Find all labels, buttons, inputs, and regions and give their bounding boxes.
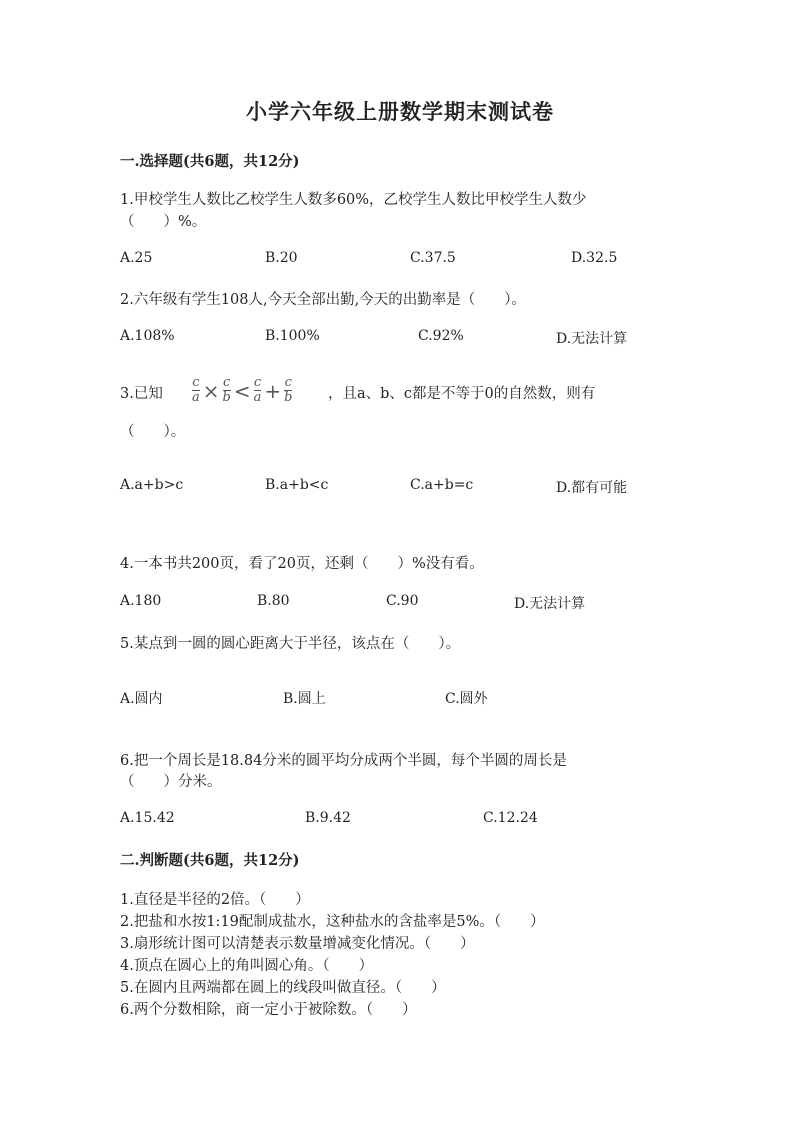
section-heading-choice: 一.选择题(共6题，共12分) [120,153,300,170]
question-3-formula [192,376,292,405]
question-3-option-d: D.都有可能 [556,480,628,496]
question-1-option-b: B.20 [265,250,298,266]
question-5-option-b: B.圆上 [283,691,326,707]
question-2-text: 2.六年级有学生108人,今天全部出勤,今天的出勤率是（ ）。 [120,292,526,308]
question-6-blank: （ ）分米。 [120,774,222,790]
question-3-option-a: A.a+b>c [120,477,184,493]
question-3-option-b: B.a+b<c [265,477,329,493]
question-6-option-a: A.15.42 [120,810,175,826]
question-3-blank: （ ）。 [120,424,186,440]
question-6-text: 6.把一个周长是18.84分米的圆平均分成两个半圆，每个半圆的周长是 [120,753,567,769]
times-operator: × [202,378,220,403]
question-3-prefix: 3.已知 [120,386,163,402]
question-2-option-b: B.100% [265,328,320,344]
question-5-option-a: A.圆内 [120,691,163,707]
question-2-option-d: D.无法计算 [556,331,628,347]
question-5-text: 5.某点到一圆的圆心距离大于半径，该点在（ ）。 [120,636,461,652]
question-3-suffix: ，且a、b、c都是不等于0的自然数，则有 [328,386,596,402]
question-2-option-c: C.92% [418,328,464,344]
section-heading-true-false: 二.判断题(共6题，共12分) [120,852,300,869]
fraction-c-over-a-2: $\frac{c}{a}$ [253,375,262,405]
plus-operator: + [264,378,282,403]
fraction-c-over-b-2: $\frac{c}{b}$ [284,375,293,405]
judge-item-5: 5.在圆内且两端都在圆上的线段叫做直径。（ ） [120,980,446,996]
question-1-text: 1.甲校学生人数比乙校学生人数多60%，乙校学生人数比甲校学生人数少 [120,192,587,208]
question-4-option-c: C.90 [386,593,419,609]
question-6-option-c: C.12.24 [483,810,538,826]
judge-item-2: 2.把盐和水按1:19配制成盐水，这种盐水的含盐率是5%。（ ） [120,914,545,930]
less-than-operator: < [233,378,251,403]
question-5-option-c: C.圆外 [445,691,488,707]
question-4-option-d: D.无法计算 [514,596,586,612]
question-3-option-c: C.a+b=c [410,477,474,493]
fraction-c-over-a: $\frac{c}{a}$ [192,375,200,405]
judge-item-6: 6.两个分数相除，商一定小于被除数。（ ） [120,1002,417,1018]
question-4-text: 4.一本书共200页，看了20页，还剩（ ）%没有看。 [120,556,484,572]
page-title: 小学六年级上册数学期末测试卷 [246,99,554,124]
question-1-option-c: C.37.5 [410,250,456,266]
question-1-option-d: D.32.5 [571,250,618,266]
question-6-option-b: B.9.42 [305,810,351,826]
question-1-option-a: A.25 [120,250,153,266]
question-4-option-b: B.80 [257,593,290,609]
judge-item-4: 4.顶点在圆心上的角叫圆心角。（ ） [120,958,374,974]
judge-item-3: 3.扇形统计图可以清楚表示数量增减变化情况。（ ） [120,936,475,952]
question-4-option-a: A.180 [120,593,162,609]
fraction-c-over-b: $\frac{c}{b}$ [222,375,231,405]
question-1-blank: （ ）%。 [120,214,207,230]
judge-item-1: 1.直径是半径的2倍。（ ） [120,892,310,908]
question-2-option-a: A.108% [120,328,175,344]
